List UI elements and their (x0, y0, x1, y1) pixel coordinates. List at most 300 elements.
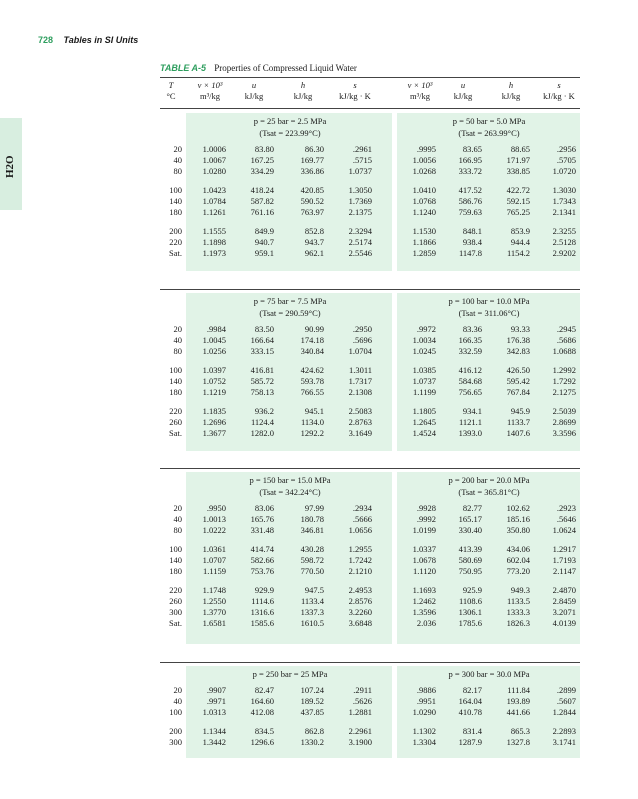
value-cell: 189.52 (300, 696, 324, 706)
value-cell: 424.62 (300, 365, 324, 375)
value-cell: 1.0624 (552, 525, 576, 535)
value-cell: 185.16 (506, 514, 530, 524)
value-cell: 417.52 (458, 185, 482, 195)
column-symbol: s (557, 80, 561, 90)
value-cell: 3.2260 (348, 607, 372, 617)
value-cell: 1.0034 (412, 335, 436, 345)
temperature-cell: 140 (169, 196, 182, 206)
value-cell: 1134.0 (300, 417, 324, 427)
value-cell: 763.97 (300, 207, 324, 217)
value-cell: 1.7242 (348, 555, 372, 565)
temperature-cell: 80 (173, 166, 182, 176)
column-header (188, 80, 232, 102)
temperature-cell: 40 (173, 335, 182, 345)
temperature-cell: 180 (169, 566, 182, 576)
temperature-cell: 260 (169, 417, 182, 427)
value-cell: 334.29 (250, 166, 274, 176)
column-header (280, 80, 326, 102)
value-cell: 1.0290 (412, 707, 436, 717)
table-row (160, 696, 580, 707)
table-caption: Properties of Compressed Liquid Water (214, 63, 357, 73)
saturation-temp-label: (Tsat = 223.99°C) (259, 128, 321, 138)
table-row (160, 566, 580, 577)
temperature-cell: 20 (173, 144, 182, 154)
running-head-title: Tables in SI Units (63, 35, 139, 45)
value-cell: .5666 (352, 514, 372, 524)
table-row (160, 525, 580, 536)
value-cell: 1826.3 (506, 618, 530, 628)
temperature-cell: 180 (169, 387, 182, 397)
value-cell: 1.0784 (202, 196, 226, 206)
value-cell: 1.0397 (202, 365, 226, 375)
value-cell: 1292.2 (300, 428, 324, 438)
table-row (160, 387, 580, 398)
value-cell: 342.83 (506, 346, 530, 356)
value-cell: 940.7 (254, 237, 274, 247)
value-cell: 340.84 (300, 346, 324, 356)
column-unit: kJ/kg (453, 91, 473, 101)
block-rule (160, 468, 580, 469)
value-cell: 587.82 (250, 196, 274, 206)
value-cell: 2.3255 (552, 226, 576, 236)
value-cell: 2.5128 (552, 237, 576, 247)
value-cell: 1.2917 (552, 544, 576, 554)
value-cell: .9972 (416, 324, 436, 334)
table-row (160, 376, 580, 387)
value-cell: 1124.4 (250, 417, 274, 427)
temperature-cell: 220 (169, 406, 182, 416)
temperature-cell: 220 (169, 237, 182, 247)
value-cell: .5696 (352, 335, 372, 345)
value-cell: 1585.6 (250, 618, 274, 628)
value-cell: 82.77 (462, 503, 482, 513)
value-cell: 852.8 (304, 226, 324, 236)
value-cell: 3.3596 (552, 428, 576, 438)
value-cell: 2.5546 (348, 248, 372, 258)
value-cell: 1.0361 (202, 544, 226, 554)
value-cell: 2.4870 (552, 585, 576, 595)
table-row (160, 737, 580, 748)
value-cell: 848.1 (462, 226, 482, 236)
value-cell: 2.9202 (552, 248, 576, 258)
table-row (160, 417, 580, 428)
saturation-temp-label: (Tsat = 365.81°C) (458, 487, 520, 497)
value-cell: 418.24 (250, 185, 274, 195)
table-row (160, 618, 580, 629)
block-header (160, 472, 580, 502)
value-cell: 1133.7 (506, 417, 530, 427)
saturation-temp-label: (Tsat = 311.06°C) (458, 308, 520, 318)
temperature-cell: 200 (169, 726, 182, 736)
value-cell: 1.0337 (412, 544, 436, 554)
value-cell: .9984 (206, 324, 226, 334)
temperature-cell: 180 (169, 207, 182, 217)
pressure-block (160, 293, 580, 451)
temperature-cell: 220 (169, 585, 182, 595)
value-cell: 1147.8 (458, 248, 482, 258)
value-cell: 1610.5 (300, 618, 324, 628)
value-cell: 753.76 (250, 566, 274, 576)
temperature-cell: 40 (173, 514, 182, 524)
temperature-cell: 140 (169, 376, 182, 386)
value-cell: 2.1147 (552, 566, 576, 576)
value-cell: 2.8763 (348, 417, 372, 427)
column-unit: m³/kg (199, 91, 221, 101)
value-cell: 2.1210 (348, 566, 372, 576)
value-cell: 1.0752 (202, 376, 226, 386)
column-header (488, 80, 534, 102)
table-row (160, 335, 580, 346)
value-cell: 862.8 (304, 726, 324, 736)
value-cell: 2.8699 (552, 417, 576, 427)
value-cell: 2.1308 (348, 387, 372, 397)
value-cell: 758.13 (250, 387, 274, 397)
column-header (398, 80, 442, 102)
value-cell: 582.66 (250, 555, 274, 565)
value-cell: 761.16 (250, 207, 274, 217)
value-cell: 1133.5 (506, 596, 530, 606)
temperature-cell: 100 (169, 365, 182, 375)
value-cell: .5607 (556, 696, 576, 706)
value-cell: 1.2645 (412, 417, 436, 427)
value-cell: .9995 (416, 144, 436, 154)
temperature-cell: Sat. (169, 248, 182, 258)
pressure-block (160, 666, 580, 758)
table-row (160, 544, 580, 555)
row-group (160, 406, 580, 439)
value-cell: 1.1219 (202, 387, 226, 397)
value-cell: 1.1693 (412, 585, 436, 595)
value-cell: 86.30 (304, 144, 324, 154)
value-cell: 1.2550 (202, 596, 226, 606)
value-cell: 102.62 (506, 503, 530, 513)
value-cell: 1.0768 (412, 196, 436, 206)
saturation-temp-label: (Tsat = 263.99°C) (458, 128, 520, 138)
temperature-cell: 100 (169, 544, 182, 554)
value-cell: .5686 (556, 335, 576, 345)
value-cell: 1.0280 (202, 166, 226, 176)
value-cell: 332.59 (458, 346, 482, 356)
value-cell: 88.65 (510, 144, 530, 154)
value-cell: 1.0313 (202, 707, 226, 717)
value-cell: 2.1375 (348, 207, 372, 217)
value-cell: 413.39 (458, 544, 482, 554)
value-cell: 434.06 (506, 544, 530, 554)
value-cell: 1.3030 (552, 185, 576, 195)
value-cell: 2.1341 (552, 207, 576, 217)
table-row (160, 185, 580, 196)
value-cell: 1.1973 (202, 248, 226, 258)
table-row (160, 685, 580, 696)
column-symbol: u (251, 80, 257, 90)
row-group (160, 503, 580, 536)
value-cell: 1.0656 (348, 525, 372, 535)
value-cell: 585.72 (250, 376, 274, 386)
value-cell: 1.3596 (412, 607, 436, 617)
value-cell: 107.24 (300, 685, 324, 695)
value-cell: 1.1302 (412, 726, 436, 736)
table-row (160, 207, 580, 218)
value-cell: 1296.6 (250, 737, 274, 747)
block-rule (160, 662, 580, 663)
temperature-cell: 20 (173, 324, 182, 334)
pressure-label: p = 200 bar = 20.0 MPa (448, 475, 530, 485)
value-cell: 97.99 (304, 503, 324, 513)
value-cell: 595.42 (506, 376, 530, 386)
value-cell: 90.99 (304, 324, 324, 334)
value-cell: 1.3770 (202, 607, 226, 617)
table-label: TABLE A-5 (160, 63, 206, 73)
value-cell: 82.17 (462, 685, 482, 695)
value-cell: 330.40 (458, 525, 482, 535)
value-cell: 580.69 (458, 555, 482, 565)
value-cell: 422.72 (506, 185, 530, 195)
temperature-cell: 260 (169, 596, 182, 606)
temperature-cell: 80 (173, 525, 182, 535)
value-cell: 165.76 (250, 514, 274, 524)
saturation-temp-label: (Tsat = 290.59°C) (259, 308, 321, 318)
value-cell: 1.3442 (202, 737, 226, 747)
value-cell: 166.95 (458, 155, 482, 165)
table-row (160, 365, 580, 376)
value-cell: 420.85 (300, 185, 324, 195)
value-cell: 166.35 (458, 335, 482, 345)
column-header (232, 80, 276, 102)
value-cell: 1.3677 (202, 428, 226, 438)
value-cell: .9950 (206, 503, 226, 513)
temperature-cell: 40 (173, 155, 182, 165)
value-cell: 765.25 (506, 207, 530, 217)
value-cell: 1.3050 (348, 185, 372, 195)
value-cell: 1.7369 (348, 196, 372, 206)
value-cell: 93.33 (510, 324, 530, 334)
table-row (160, 503, 580, 514)
pressure-label: p = 300 bar = 30.0 MPa (448, 669, 530, 679)
running-head (38, 35, 138, 45)
value-cell: 1.0737 (348, 166, 372, 176)
value-cell: 770.50 (300, 566, 324, 576)
value-cell: .5705 (556, 155, 576, 165)
value-cell: 1.1159 (202, 566, 226, 576)
column-symbol: h (508, 80, 514, 90)
value-cell: 410.78 (458, 707, 482, 717)
table-row (160, 596, 580, 607)
value-cell: 171.97 (506, 155, 530, 165)
pressure-label: p = 75 bar = 7.5 MPa (253, 296, 327, 306)
row-group (160, 324, 580, 357)
value-cell: 865.3 (510, 726, 530, 736)
table-row (160, 196, 580, 207)
value-cell: 1.0245 (412, 346, 436, 356)
value-cell: 1407.6 (506, 428, 530, 438)
value-cell: 1.1344 (202, 726, 226, 736)
value-cell: 167.25 (250, 155, 274, 165)
temperature-cell: 200 (169, 226, 182, 236)
table-row (160, 248, 580, 259)
value-cell: .5715 (352, 155, 372, 165)
table-title (160, 63, 357, 73)
column-symbol: u (460, 80, 466, 90)
value-cell: 416.81 (250, 365, 274, 375)
row-group (160, 144, 580, 177)
column-symbol: v × 10³ (407, 80, 433, 90)
side-tab (0, 118, 22, 210)
value-cell: 584.68 (458, 376, 482, 386)
temperature-cell: 80 (173, 346, 182, 356)
table-row (160, 155, 580, 166)
value-cell: 3.1741 (552, 737, 576, 747)
value-cell: .9951 (416, 696, 436, 706)
value-cell: 945.1 (304, 406, 324, 416)
saturation-temp-label: (Tsat = 342.24°C) (259, 487, 321, 497)
value-cell: 1.2844 (552, 707, 576, 717)
temperature-cell: Sat. (169, 618, 182, 628)
table-row (160, 607, 580, 618)
value-cell: 1.3304 (412, 737, 436, 747)
value-cell: 83.50 (254, 324, 274, 334)
pressure-block (160, 113, 580, 271)
value-cell: 426.50 (506, 365, 530, 375)
value-cell: 437.85 (300, 707, 324, 717)
value-cell: 3.2071 (552, 607, 576, 617)
page-number: 728 (38, 35, 54, 45)
value-cell: 1327.8 (506, 737, 530, 747)
value-cell: 414.74 (250, 544, 274, 554)
column-unit: kJ/kg (501, 91, 521, 101)
value-cell: 1.6581 (202, 618, 226, 628)
value-cell: .2899 (556, 685, 576, 695)
value-cell: 592.15 (506, 196, 530, 206)
value-cell: 750.95 (458, 566, 482, 576)
value-cell: 767.84 (506, 387, 530, 397)
value-cell: 1.2462 (412, 596, 436, 606)
value-cell: .2961 (352, 144, 372, 154)
value-cell: 2.4953 (348, 585, 372, 595)
value-cell: 1154.2 (506, 248, 530, 258)
value-cell: 1121.1 (458, 417, 482, 427)
value-cell: 773.20 (506, 566, 530, 576)
value-cell: 333.15 (250, 346, 274, 356)
value-cell: 1.0678 (412, 555, 436, 565)
value-cell: 2.036 (416, 618, 436, 628)
value-cell: .2945 (556, 324, 576, 334)
pressure-label: p = 100 bar = 10.0 MPa (448, 296, 530, 306)
value-cell: 333.72 (458, 166, 482, 176)
value-cell: 1.2992 (552, 365, 576, 375)
temperature-cell: 300 (169, 607, 182, 617)
value-cell: 1.0688 (552, 346, 576, 356)
value-cell: 83.36 (462, 324, 482, 334)
value-cell: 1.1898 (202, 237, 226, 247)
column-header (442, 80, 484, 102)
row-group (160, 226, 580, 259)
table-row (160, 166, 580, 177)
value-cell: 1.0268 (412, 166, 436, 176)
value-cell: 1133.4 (300, 596, 324, 606)
value-cell: 1.1261 (202, 207, 226, 217)
value-cell: 586.76 (458, 196, 482, 206)
value-cell: 2.5083 (348, 406, 372, 416)
column-unit: kJ/kg (244, 91, 264, 101)
value-cell: 1287.9 (458, 737, 482, 747)
value-cell: 82.47 (254, 685, 274, 695)
value-cell: 2.2961 (348, 726, 372, 736)
column-symbol: T (168, 80, 174, 90)
value-cell: 1.0737 (412, 376, 436, 386)
value-cell: 944.4 (510, 237, 530, 247)
value-cell: 1.1199 (412, 387, 436, 397)
table-row (160, 406, 580, 417)
column-unit: kJ/kg · K (543, 91, 575, 101)
value-cell: 1282.0 (250, 428, 274, 438)
value-cell: 1.0423 (202, 185, 226, 195)
value-cell: 1.7193 (552, 555, 576, 565)
value-cell: 936.2 (254, 406, 274, 416)
value-cell: 1.0385 (412, 365, 436, 375)
table-row (160, 346, 580, 357)
value-cell: 959.1 (254, 248, 274, 258)
value-cell: 166.64 (250, 335, 274, 345)
value-cell: 1.0067 (202, 155, 226, 165)
value-cell: 943.7 (304, 237, 324, 247)
header-rule (160, 108, 580, 109)
value-cell: 759.63 (458, 207, 482, 217)
value-cell: 756.65 (458, 387, 482, 397)
value-cell: 947.5 (304, 585, 324, 595)
value-cell: 934.1 (462, 406, 482, 416)
value-cell: 164.60 (250, 696, 274, 706)
column-header (536, 80, 582, 102)
value-cell: 3.1649 (348, 428, 372, 438)
value-cell: 1.0056 (412, 155, 436, 165)
value-cell: .9971 (206, 696, 226, 706)
value-cell: .5626 (352, 696, 372, 706)
row-group (160, 726, 580, 748)
value-cell: 1.1120 (412, 566, 436, 576)
temperature-cell: 20 (173, 503, 182, 513)
value-cell: 1108.6 (458, 596, 482, 606)
temperature-cell: Sat. (169, 428, 182, 438)
value-cell: 766.55 (300, 387, 324, 397)
value-cell: 1.1555 (202, 226, 226, 236)
column-symbol: h (300, 80, 306, 90)
column-header (330, 80, 380, 102)
value-cell: 2.8576 (348, 596, 372, 606)
pressure-label: p = 250 bar = 25 MPa (252, 669, 328, 679)
column-unit: °C (166, 91, 176, 101)
value-cell: 350.80 (506, 525, 530, 535)
value-cell: 1.2955 (348, 544, 372, 554)
value-cell: 1.0720 (552, 166, 576, 176)
temperature-cell: 40 (173, 696, 182, 706)
value-cell: 346.81 (300, 525, 324, 535)
value-cell: 949.3 (510, 585, 530, 595)
column-symbol: s (353, 80, 357, 90)
value-cell: 336.86 (300, 166, 324, 176)
value-cell: 1.3011 (348, 365, 372, 375)
table-row (160, 428, 580, 439)
value-cell: 169.77 (300, 155, 324, 165)
value-cell: .9992 (416, 514, 436, 524)
value-cell: 962.1 (304, 248, 324, 258)
value-cell: .2923 (556, 503, 576, 513)
value-cell: 1316.6 (250, 607, 274, 617)
table-row (160, 226, 580, 237)
row-group (160, 585, 580, 629)
value-cell: 831.4 (462, 726, 482, 736)
value-cell: .2956 (556, 144, 576, 154)
value-cell: 338.85 (506, 166, 530, 176)
